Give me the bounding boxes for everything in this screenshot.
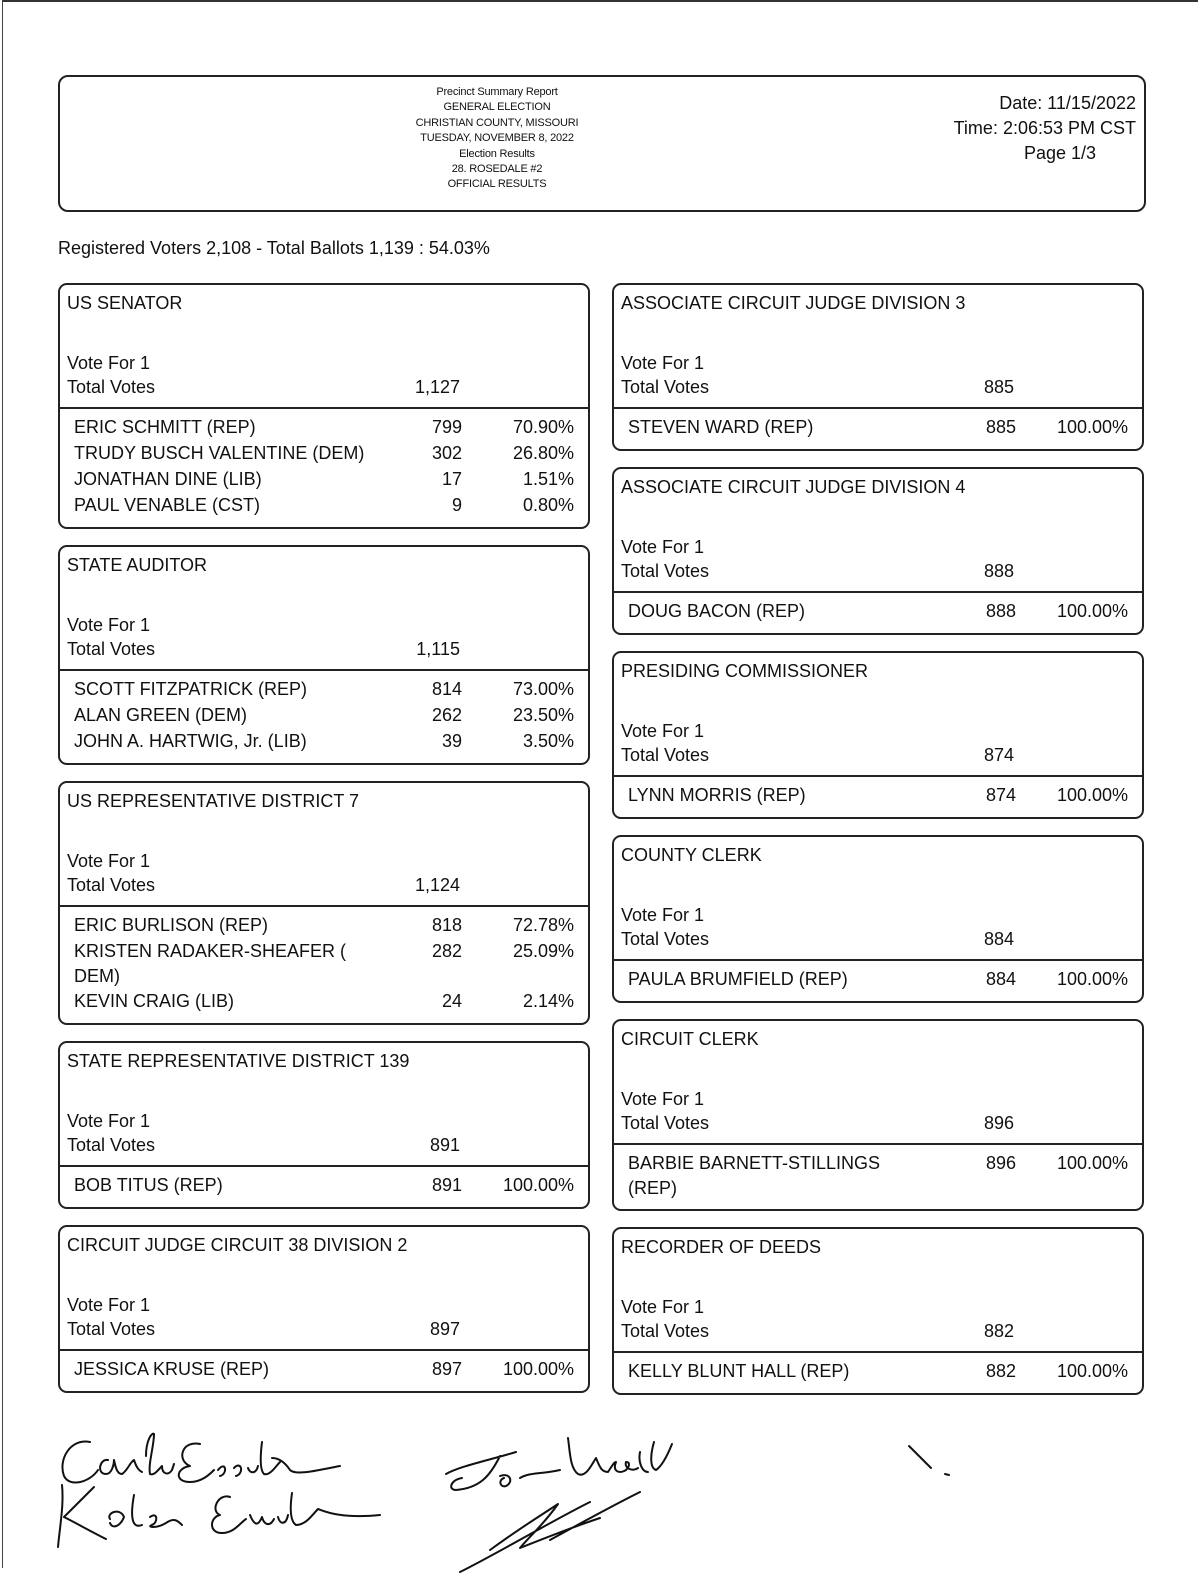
candidate-row bbox=[60, 677, 588, 703]
race-box bbox=[58, 1225, 590, 1393]
vote-for-label: Vote For 1 bbox=[67, 1111, 151, 1131]
candidate-row bbox=[60, 493, 588, 519]
total-votes-value: 897 bbox=[429, 1319, 460, 1339]
candidate-list bbox=[60, 1351, 588, 1391]
total-votes-label: Total Votes bbox=[621, 1113, 710, 1133]
candidate-list bbox=[60, 907, 588, 1023]
race-box bbox=[58, 781, 590, 1025]
candidate-votes: 282 bbox=[431, 941, 462, 961]
race-summary bbox=[614, 1077, 1142, 1145]
candidate-name: KEVIN CRAIG (LIB) bbox=[74, 991, 235, 1011]
candidate-name: JONATHAN DINE (LIB) bbox=[74, 469, 262, 489]
candidate-votes: 24 bbox=[441, 991, 462, 1011]
race-box bbox=[612, 283, 1144, 451]
candidate-votes: 896 bbox=[985, 1153, 1016, 1173]
race-box bbox=[612, 1019, 1144, 1211]
candidate-row bbox=[60, 467, 588, 493]
vote-for-label: Vote For 1 bbox=[67, 1295, 151, 1315]
race-box bbox=[58, 283, 590, 529]
race-title: RECORDER OF DEEDS bbox=[621, 1237, 822, 1257]
candidate-percent: 70.90% bbox=[512, 417, 574, 437]
candidate-votes: 874 bbox=[985, 785, 1016, 805]
candidate-votes: 884 bbox=[985, 969, 1016, 989]
candidate-name: JESSICA KRUSE (REP) bbox=[74, 1359, 270, 1379]
pen-mark bbox=[905, 1442, 965, 1482]
candidate-row bbox=[60, 415, 588, 441]
candidate-row bbox=[60, 441, 588, 467]
total-votes-value: 885 bbox=[983, 377, 1014, 397]
candidate-list bbox=[614, 409, 1142, 449]
divider bbox=[614, 1351, 1142, 1353]
candidate-name: PAUL VENABLE (CST) bbox=[74, 495, 261, 515]
candidate-row bbox=[60, 939, 588, 989]
race-box bbox=[58, 1041, 590, 1209]
candidate-list bbox=[614, 777, 1142, 817]
candidate-row bbox=[60, 703, 588, 729]
total-votes-value: 1,124 bbox=[414, 875, 460, 895]
report-title-block bbox=[360, 85, 634, 193]
total-votes-label: Total Votes bbox=[67, 1319, 156, 1339]
race-title: CIRCUIT CLERK bbox=[621, 1029, 759, 1049]
total-votes-value: 1,115 bbox=[416, 639, 460, 659]
candidate-percent: 100.00% bbox=[1056, 601, 1128, 621]
candidate-list bbox=[614, 1353, 1142, 1393]
candidate-percent: 26.80% bbox=[512, 443, 574, 463]
page-number: Page 1/3 bbox=[1023, 143, 1096, 163]
race-title: ASSOCIATE CIRCUIT JUDGE DIVISION 4 bbox=[621, 477, 966, 497]
candidate-percent: 1.51% bbox=[522, 469, 574, 489]
candidate-name: ERIC BURLISON (REP) bbox=[74, 915, 269, 935]
candidate-percent: 100.00% bbox=[1056, 417, 1128, 437]
report-meta bbox=[954, 91, 1136, 166]
signature-joe-russell bbox=[440, 1432, 690, 1582]
candidate-row bbox=[60, 729, 588, 755]
candidate-row bbox=[614, 599, 1142, 625]
left-race-column bbox=[58, 283, 590, 1409]
candidate-votes: 302 bbox=[431, 443, 462, 463]
candidate-votes: 888 bbox=[985, 601, 1016, 621]
candidate-row bbox=[60, 913, 588, 939]
vote-for-label: Vote For 1 bbox=[621, 905, 705, 925]
candidate-votes: 897 bbox=[431, 1359, 462, 1379]
race-summary bbox=[614, 525, 1142, 593]
race-summary bbox=[614, 341, 1142, 409]
race-box bbox=[612, 651, 1144, 819]
candidate-percent: 100.00% bbox=[1056, 1153, 1128, 1173]
candidate-row bbox=[614, 783, 1142, 809]
right-race-column bbox=[612, 283, 1144, 1411]
candidate-votes: 17 bbox=[441, 469, 462, 489]
race-title: CIRCUIT JUDGE CIRCUIT 38 DIVISION 2 bbox=[67, 1235, 408, 1255]
candidate-row bbox=[60, 1173, 588, 1199]
total-votes-label: Total Votes bbox=[621, 561, 710, 581]
county-name: CHRISTIAN COUNTY, MISSOURI bbox=[415, 116, 579, 129]
candidate-name: DOUG BACON (REP) bbox=[628, 601, 806, 621]
candidate-votes: 39 bbox=[441, 731, 462, 751]
candidate-votes: 814 bbox=[431, 679, 462, 699]
total-votes-value: 888 bbox=[983, 561, 1014, 581]
candidate-name: KELLY BLUNT HALL (REP) bbox=[628, 1361, 850, 1381]
race-summary bbox=[60, 341, 588, 409]
candidate-votes: 262 bbox=[431, 705, 462, 725]
vote-for-label: Vote For 1 bbox=[621, 353, 705, 373]
total-votes-label: Total Votes bbox=[621, 1321, 710, 1341]
candidate-name: ALAN GREEN (DEM) bbox=[74, 705, 248, 725]
total-votes-label: Total Votes bbox=[621, 745, 710, 765]
candidate-percent: 2.14% bbox=[522, 991, 574, 1011]
total-votes-value: 896 bbox=[983, 1113, 1014, 1133]
divider bbox=[60, 905, 588, 907]
candidate-percent: 100.00% bbox=[502, 1175, 574, 1195]
report-type: Precinct Summary Report bbox=[436, 86, 558, 98]
candidate-row bbox=[614, 967, 1142, 993]
vote-for-label: Vote For 1 bbox=[67, 851, 151, 871]
total-votes-value: 884 bbox=[983, 929, 1014, 949]
candidate-percent: 0.80% bbox=[522, 495, 574, 515]
race-title: US REPRESENTATIVE DISTRICT 7 bbox=[67, 791, 360, 811]
race-summary bbox=[60, 839, 588, 907]
candidate-name: TRUDY BUSCH VALENTINE (DEM) bbox=[74, 443, 365, 463]
race-box bbox=[58, 545, 590, 765]
election-date: TUESDAY, NOVEMBER 8, 2022 bbox=[420, 132, 574, 145]
divider bbox=[614, 591, 1142, 593]
race-summary bbox=[614, 709, 1142, 777]
candidate-name: BOB TITUS (REP) bbox=[74, 1175, 223, 1195]
vote-for-label: Vote For 1 bbox=[67, 353, 151, 373]
candidate-name: JOHN A. HARTWIG, Jr. (LIB) bbox=[74, 731, 307, 751]
total-votes-label: Total Votes bbox=[621, 929, 710, 949]
total-votes-label: Total Votes bbox=[67, 1135, 156, 1155]
total-votes-value: 891 bbox=[429, 1135, 460, 1155]
total-votes-value: 874 bbox=[983, 745, 1014, 765]
candidate-votes: 9 bbox=[451, 495, 462, 515]
precinct-name: 28. ROSEDALE #2 bbox=[451, 163, 543, 176]
candidate-name: SCOTT FITZPATRICK (REP) bbox=[74, 679, 307, 699]
candidate-percent: 73.00% bbox=[512, 679, 574, 699]
candidate-percent: 3.50% bbox=[522, 731, 574, 751]
candidate-row bbox=[614, 1151, 1142, 1201]
candidate-votes: 882 bbox=[985, 1361, 1016, 1381]
candidate-percent: 100.00% bbox=[1056, 1361, 1128, 1381]
candidate-votes: 885 bbox=[985, 417, 1016, 437]
candidate-name: PAULA BRUMFIELD (REP) bbox=[628, 969, 848, 989]
total-votes-value: 1,127 bbox=[414, 377, 460, 397]
race-title: US SENATOR bbox=[67, 293, 183, 313]
total-votes-label: Total Votes bbox=[67, 639, 156, 659]
candidate-percent: 72.78% bbox=[512, 915, 574, 935]
candidate-percent: 100.00% bbox=[1056, 969, 1128, 989]
divider bbox=[60, 1349, 588, 1351]
candidate-name: KRISTEN RADAKER-SHEAFER ( DEM) bbox=[74, 941, 347, 986]
report-time: Time: 2:06:53 PM CST bbox=[953, 118, 1136, 138]
divider bbox=[60, 407, 588, 409]
candidate-name: BARBIE BARNETT-STILLINGS (REP) bbox=[628, 1153, 881, 1198]
candidate-row bbox=[60, 989, 588, 1015]
divider bbox=[614, 407, 1142, 409]
race-summary bbox=[614, 1285, 1142, 1353]
total-votes-label: Total Votes bbox=[67, 377, 156, 397]
total-votes-label: Total Votes bbox=[621, 377, 710, 397]
total-votes-label: Total Votes bbox=[67, 875, 156, 895]
candidate-list bbox=[614, 961, 1142, 1001]
vote-for-label: Vote For 1 bbox=[67, 615, 151, 635]
candidate-name: STEVEN WARD (REP) bbox=[628, 417, 814, 437]
race-summary bbox=[614, 893, 1142, 961]
divider bbox=[614, 959, 1142, 961]
signature-kelsi-erwin bbox=[50, 1475, 390, 1555]
candidate-row bbox=[60, 1357, 588, 1383]
candidate-name: ERIC SCHMITT (REP) bbox=[74, 417, 256, 437]
candidate-votes: 818 bbox=[431, 915, 462, 935]
race-title: COUNTY CLERK bbox=[621, 845, 762, 865]
race-box bbox=[612, 467, 1144, 635]
candidate-row bbox=[614, 1359, 1142, 1385]
candidate-list bbox=[60, 409, 588, 527]
race-summary bbox=[60, 1283, 588, 1351]
race-box bbox=[612, 835, 1144, 1003]
candidate-votes: 799 bbox=[431, 417, 462, 437]
divider bbox=[614, 1143, 1142, 1145]
candidate-list bbox=[614, 1145, 1142, 1209]
results-label: Election Results bbox=[459, 147, 535, 160]
vote-for-label: Vote For 1 bbox=[621, 721, 705, 741]
total-votes-value: 882 bbox=[983, 1321, 1014, 1341]
election-name: GENERAL ELECTION bbox=[443, 101, 551, 114]
divider bbox=[614, 775, 1142, 777]
divider bbox=[60, 669, 588, 671]
race-title: PRESIDING COMMISSIONER bbox=[621, 661, 869, 681]
candidate-percent: 25.09% bbox=[512, 941, 574, 961]
vote-for-label: Vote For 1 bbox=[621, 1297, 705, 1317]
race-summary bbox=[60, 1099, 588, 1167]
race-summary bbox=[60, 603, 588, 671]
report-header bbox=[58, 75, 1146, 212]
candidate-percent: 100.00% bbox=[502, 1359, 574, 1379]
candidate-votes: 891 bbox=[431, 1175, 462, 1195]
registered-voters-line: Registered Voters 2,108 - Total Ballots 1,139 : 54.03% bbox=[58, 238, 490, 258]
vote-for-label: Vote For 1 bbox=[621, 1089, 705, 1109]
candidate-percent: 23.50% bbox=[512, 705, 574, 725]
race-box bbox=[612, 1227, 1144, 1395]
candidate-list bbox=[60, 1167, 588, 1207]
candidate-list bbox=[614, 593, 1142, 633]
race-title: STATE AUDITOR bbox=[67, 555, 208, 575]
candidate-row bbox=[614, 415, 1142, 441]
official-label: OFFICIAL RESULTS bbox=[447, 178, 547, 191]
race-title: STATE REPRESENTATIVE DISTRICT 139 bbox=[67, 1051, 410, 1071]
race-title: ASSOCIATE CIRCUIT JUDGE DIVISION 3 bbox=[621, 293, 966, 313]
report-date: Date: 11/15/2022 bbox=[999, 93, 1136, 113]
candidate-list bbox=[60, 671, 588, 763]
divider bbox=[60, 1165, 588, 1167]
vote-for-label: Vote For 1 bbox=[621, 537, 705, 557]
candidate-name: LYNN MORRIS (REP) bbox=[628, 785, 806, 805]
candidate-percent: 100.00% bbox=[1056, 785, 1128, 805]
